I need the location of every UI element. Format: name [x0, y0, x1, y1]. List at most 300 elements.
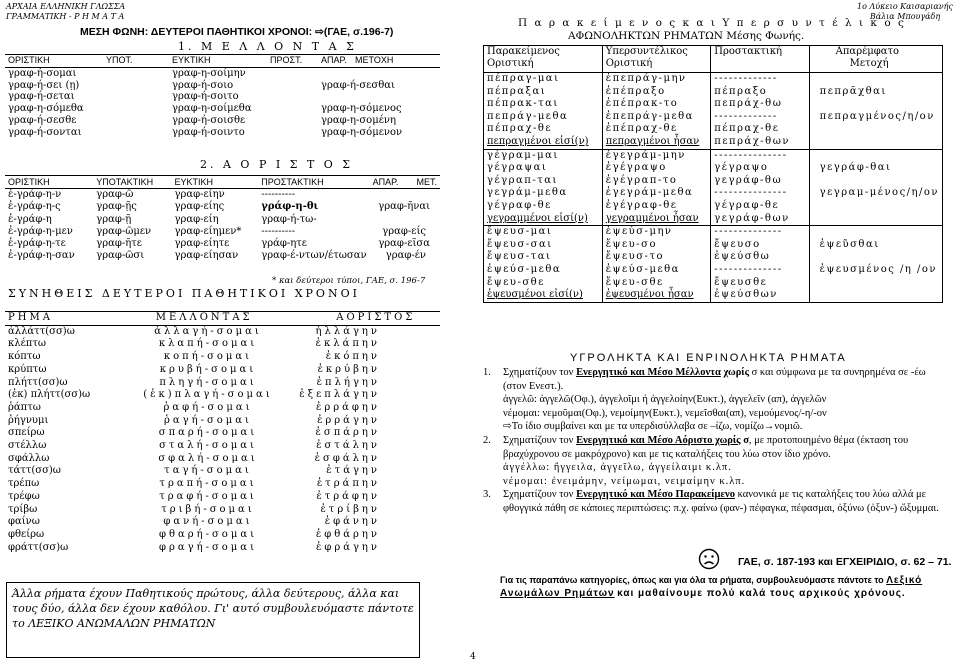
cell: ἐπεπράγ-μεθα	[602, 111, 711, 124]
bottom-note: Άλλα ρήματα έχουν Παθητικούς πρώτους, άλλα δεύτερους, άλλα και τους δύο, άλλα δεν έχουν καθόλου. Γι' αυτό συμβουλευόμαστε πάντοτε το ΛΕΞΙΚΟ ΑΝΩΜΑΛΩΝ ΡΗΜΑΤΩΝ	[12, 587, 414, 630]
cell: γεγράφ-θαι	[809, 162, 942, 175]
cell: ἐκρύβην	[317, 363, 380, 375]
cell: γράφ-η-θι	[261, 201, 319, 213]
cell: σπαρή-σομαι	[158, 427, 258, 439]
col-header: ΜΕΤΟΧΗ	[352, 55, 440, 68]
cell: πεπραγμένος/η/ον	[809, 111, 942, 124]
cell: γραφ-ή-σεται	[8, 91, 75, 103]
rule-2	[483, 434, 943, 488]
cell: ἔψευσθε	[711, 277, 809, 290]
col-header	[711, 46, 809, 73]
rule-intro: Σχηματίζουν τον	[503, 434, 574, 446]
table-row	[484, 162, 943, 175]
cell: πέπραχ-θε	[711, 123, 809, 136]
cell	[809, 277, 942, 290]
table-row	[5, 402, 440, 415]
cell: γραφ-ή-σεσθε	[8, 114, 77, 126]
col-header: ΜΕΛΛΟΝΤΑΣ	[120, 312, 297, 326]
cell: γραφ-ή-σοιτο	[172, 91, 239, 103]
rule-example: νέμομαι: ἐνειμάμην, νείμωμαι, νειμαίμην κ.λπ.	[503, 475, 746, 487]
rule-rest: κανονικά με τις καταλήξεις του λύω αλλά με φθογγικά πάθη σε κάποιες περιπτώσεις: π.χ. φαίνω (φαν-) πέφαγκα, πέφασμαι, ὀξύνω (ὀξυν-) ὤξυμμαι.	[503, 489, 939, 514]
header-line: Υπερσυντέλικος	[605, 46, 688, 57]
rule-key-suffix: χωρίς	[723, 367, 749, 378]
cell: πληγή-σομαι	[159, 376, 257, 388]
table-row	[484, 136, 943, 149]
table-row	[5, 453, 440, 466]
table-row	[5, 427, 440, 440]
cell: ἔψευσο	[711, 239, 809, 252]
right-title2: ΑΦΩΝΟΛΗΚΤΩΝ ΡΗΜΑΤΩΝ Μέσης Φωνής.	[568, 30, 805, 42]
cell: ----------	[261, 225, 296, 237]
cell: ἐτράφην	[316, 490, 380, 502]
cell: ἐκλάπην	[315, 338, 380, 350]
table-row	[5, 250, 440, 262]
cell: φραγή-σομαι	[158, 541, 257, 553]
cell: γραφ-ή-σεσθαι	[321, 79, 395, 91]
cell	[809, 149, 942, 162]
col-header: ΕΥΚΤΙΚΗ	[169, 55, 267, 68]
cell: γραφ-η-σόμενος	[321, 103, 402, 115]
cell: -------------	[711, 73, 809, 86]
cell: ἐψευσμένοι ἦσαν	[602, 289, 711, 302]
cell	[809, 226, 942, 239]
cell: ἐφάνην	[324, 516, 380, 528]
cell: γέγραπ-ται	[484, 175, 603, 188]
cell: ἐ-γράφ-η-ς	[8, 201, 61, 213]
cell: ἐψεῦσθαι	[809, 239, 942, 252]
cell: σπείρω	[8, 427, 45, 439]
cell: γραφ-είην	[174, 189, 225, 201]
cell	[809, 73, 942, 86]
cell: γραφ-ῶμεν	[96, 225, 152, 237]
table-row	[484, 123, 943, 136]
table-row	[484, 111, 943, 124]
cell	[809, 213, 942, 226]
author-line: Βάλια Μπουγάδη	[869, 12, 941, 21]
rule-key: Ενεργητικό και Μέσο Παρακείμενο	[576, 489, 735, 501]
col-header: ΑΠΑΡ.	[370, 176, 414, 189]
table-row	[5, 115, 440, 127]
cell: --------------	[711, 264, 809, 277]
cell: τρίβω	[8, 503, 38, 515]
cell: γραφ-έν	[385, 250, 426, 262]
header-line: Οριστική	[487, 58, 534, 69]
cell: γραφ-ῇς	[96, 201, 137, 213]
cell: πεπραγμένοι ἦσαν	[602, 136, 711, 149]
rule-number: 3.	[483, 489, 491, 501]
table-row	[5, 542, 440, 555]
cell: ἐκόπην	[325, 351, 380, 363]
cell	[809, 200, 942, 213]
cell: πεπράγ-μεθα	[484, 111, 603, 124]
table-row	[5, 377, 440, 390]
common-verbs-table	[5, 311, 440, 554]
table-row	[5, 214, 440, 226]
rule-intro: Σχηματίζουν τον	[503, 367, 574, 378]
cell	[809, 123, 942, 136]
table-row	[484, 98, 943, 111]
cell: ----------	[261, 189, 296, 201]
rule-example: ἀγγέλλω: ἤγγειλα, ἀγγεῖλω, ἀγγείλαιμι κ.λπ.	[503, 462, 732, 474]
table-row	[484, 226, 943, 239]
cell: γράφ-ητε	[261, 238, 307, 250]
cell: τάττ(σσ)ω	[8, 465, 61, 477]
final-note	[500, 574, 950, 600]
table-row	[5, 67, 440, 79]
col-header: ΑΠΑΡ.	[318, 55, 352, 68]
perfect-header-row	[484, 46, 943, 73]
cell: ἐφράγην	[315, 541, 380, 553]
cell: γραφ-είησαν	[174, 250, 239, 262]
col-header	[484, 46, 603, 73]
table-row	[5, 440, 440, 453]
cell: γέγραμ-μαι	[484, 149, 603, 162]
header-line: Προστακτική	[714, 46, 782, 57]
cell: τρέπω	[8, 478, 40, 490]
cell: γεγραμ-μένος/η/ον	[809, 187, 942, 200]
table-row	[5, 351, 440, 364]
cell: πεπράχ-θω	[711, 98, 809, 111]
future-header-row	[5, 55, 440, 68]
cell: ἐστάλην	[316, 440, 380, 452]
final-note-text: Για τις παραπάνω κατηγορίες, όπως και για όλα τα ρήματα, συμβουλευόμαστε πάντοτε το	[500, 575, 884, 585]
cell	[809, 251, 942, 264]
cell: ἐρράγην	[317, 414, 380, 426]
table-row	[5, 189, 440, 202]
col-header: ΑΟΡΙΣΤΟΣ	[296, 312, 440, 326]
header-line: Οριστική	[605, 58, 653, 69]
cell: ἔψευ-σθε	[484, 277, 603, 290]
col-header: ΜΕΤ.	[413, 176, 440, 189]
table-row	[5, 504, 440, 517]
cell: ἐσπάρην	[315, 427, 380, 439]
cell: --------------	[711, 226, 809, 239]
cell: γραφ-η-σόμεθα	[8, 103, 84, 115]
rule-intro: Σχηματίζουν τον	[503, 489, 574, 501]
cell: γραφ-ῆτε	[96, 238, 142, 250]
table-row	[5, 338, 440, 351]
cell: ἐ-γράφ-η-σαν	[8, 250, 75, 262]
cell: γραφ-η-σοίμην	[172, 67, 246, 79]
cell: ἐπεπράγ-μην	[602, 73, 711, 86]
cell: σφαλή-σομαι	[158, 452, 258, 464]
cell: ἐ-γράφ-η-μεν	[8, 225, 73, 237]
cell: ---------------	[711, 187, 809, 200]
final-note-text: και μαθαίνουμε πολύ καλά τους αρχικούς χρόνους.	[617, 588, 906, 599]
rule-key-suffix: σ	[743, 434, 749, 446]
cell: γεγράφ-θων	[711, 213, 809, 226]
rule-number: 1.	[483, 367, 491, 378]
cell: γραφ-ή-σονται	[8, 126, 82, 138]
left-title: ΜΕΣΗ ΦΩΝΗ: ΔΕΥΤΕΡΟΙ ΠΑΘΗΤΙΚΟΙ ΧΡΟΝΟΙ: ⇨(ΓΑΕ, σ.196-7)	[80, 26, 394, 38]
table-row	[5, 389, 440, 402]
bottom-note-box	[6, 582, 420, 658]
cell: γραφ-ή-τω-	[261, 213, 317, 225]
col-header: ΠΡΟΣΤΑΚΤΙΚΗ	[258, 176, 369, 189]
cell: φανή-σομαι	[163, 516, 253, 528]
cell: γραφ-είημεν*	[174, 225, 242, 237]
cell: πέπρακ-ται	[484, 98, 603, 111]
cell: ἐπέπρακ-το	[602, 98, 711, 111]
cell: ἔψευσ-ται	[484, 251, 603, 264]
table-row	[484, 239, 943, 252]
table-row	[484, 73, 943, 86]
cell: -------------	[711, 111, 809, 124]
cell: πέπραγ-μαι	[484, 73, 603, 86]
cell: γραφ-είητε	[174, 238, 230, 250]
table-row	[5, 226, 440, 238]
cell: τρέφω	[8, 490, 40, 502]
cell: γεγραμμένοι εἰσί(ν)	[484, 213, 603, 226]
cell: ἔψευσ-το	[602, 251, 711, 264]
col-header: ΠΡΟΣΤ.	[267, 55, 318, 68]
perfect-table	[483, 45, 943, 303]
table-row	[5, 91, 440, 103]
cell: ἔψευ-σο	[602, 239, 711, 252]
table-row	[484, 289, 943, 302]
cell: γραφ-ή-σει (ῃ)	[8, 79, 80, 91]
cell: γραφ-είς	[382, 225, 426, 237]
cell: τραφή-σομαι	[159, 490, 257, 502]
table-row	[5, 491, 440, 504]
rule-key: Ενεργητικό και Μέσο Αόριστο χωρίς	[576, 434, 741, 446]
cell: γραφ-η-σόμενον	[321, 126, 403, 138]
header-line: Απαρέμφατο	[835, 46, 900, 57]
header-left	[6, 2, 125, 22]
cell: γραφ-είη	[174, 213, 219, 225]
cell: ῥαφή-σομαι	[163, 401, 253, 413]
cell: κρύπτω	[8, 363, 47, 375]
rules-block	[483, 366, 943, 516]
aorist-footnote: * και δεύτεροι τύποι, ΓΑΕ, σ. 196-7	[272, 276, 426, 286]
cell: (ἐκ)πλαγή-σομαι	[143, 389, 273, 401]
future-table	[5, 54, 440, 139]
cell: ἐ-γράφ-η	[8, 213, 52, 225]
cell: ἐσφάλην	[314, 452, 380, 464]
cell: ἔψευ-σθε	[602, 277, 711, 290]
cell: ἐψεύσ-μεθα	[602, 264, 711, 277]
cell: κοπή-σομαι	[163, 351, 253, 363]
col-header: ΥΠΟΤΑΚΤΙΚΗ	[93, 176, 171, 189]
cell: γραφ-ή-σοιο	[172, 79, 234, 91]
col-header: ΕΥΚΤΙΚΗ	[171, 176, 258, 189]
rule-3	[483, 488, 943, 515]
col-header	[602, 46, 711, 73]
cell: φθείρω	[8, 528, 45, 540]
table-row	[5, 415, 440, 428]
cell: κρυβή-σομαι	[159, 363, 257, 375]
table-row	[484, 213, 943, 226]
cell: ἐρράφην	[316, 401, 380, 413]
cell: ταγή-σομαι	[164, 465, 252, 477]
common-body	[5, 325, 440, 554]
cell: γεγράφ-θω	[711, 175, 809, 188]
cell: (ἐκ) πλήττ(σσ)ω	[8, 389, 91, 401]
cell: φράττ(σσ)ω	[8, 541, 69, 553]
cell: γραφ-είης	[174, 201, 225, 213]
cell: γραφ-η-σοίμεθα	[172, 103, 252, 115]
cell: γραφ-ῶσι	[96, 250, 145, 262]
cell: γέγραψο	[711, 162, 809, 175]
cell: ἐψεύσ-μεθα	[484, 264, 603, 277]
cell: ἀλλάττ(σσ)ω	[8, 325, 75, 337]
cell: γέγραφ-θε	[711, 200, 809, 213]
common-header-row	[5, 312, 440, 326]
cell: τριβή-σομαι	[161, 503, 255, 515]
page-number: 4	[470, 652, 476, 662]
table-row	[5, 127, 440, 139]
cell: πλήττ(σσ)ω	[8, 376, 68, 388]
table-row	[484, 175, 943, 188]
cell: ῥάπτω	[8, 401, 41, 413]
col-header: ΟΡΙΣΤΙΚΗ	[5, 176, 93, 189]
section1-title: 1. Μ Ε Λ Λ Ο Ν Τ Α Σ	[178, 40, 357, 53]
col-header: ΟΡΙΣΤΙΚΗ	[5, 55, 103, 68]
cell: ἐτράπην	[316, 478, 380, 490]
cell: σταλή-σομαι	[159, 440, 257, 452]
cell: ἐψεύσθων	[711, 289, 809, 302]
subject-line: ΑΡΧΑΙΑ ΕΛΛΗΝΙΚΗ ΓΛΩΣΣΑ	[6, 2, 126, 11]
rule-example: νέμομαι: νεμοῦμαι(Οφ.), νεμοίμην(Ευκτ.), νεμεῖσθαι(απ), νεμούμενος/-η/-ον	[503, 407, 827, 419]
lexicon-reference: Λεξικό Ανωμάλων Ρημάτων	[500, 575, 923, 599]
cell	[809, 289, 942, 302]
cell: ---------------	[711, 149, 809, 162]
cell: ἐφθάρην	[315, 528, 380, 540]
cell: ἐτάγην	[326, 465, 380, 477]
cell: ἐπέπραξο	[602, 86, 711, 99]
cell: γεγράμ-μεθα	[484, 187, 603, 200]
cell: ἐψευσμένοι εἰσί(ν)	[484, 289, 603, 302]
cell: φαίνω	[8, 516, 40, 528]
rule-example: ⇨Το ίδιο συμβαίνει και με τα υπερδισύλλαβα σε –ίζω, νομίζω→νομιῶ.	[503, 421, 803, 433]
cell: ἐ-γράφ-η-ν	[8, 189, 62, 201]
cell: πέπραχ-θε	[484, 123, 603, 136]
cell: πεπράχ-θων	[711, 136, 809, 149]
header-line: Παρακείμενος	[487, 46, 560, 57]
cell: ἐτρίβην	[320, 503, 380, 515]
table-row	[5, 238, 440, 250]
gae-reference: ΓΑΕ, σ. 187-193 και ΕΓΧΕΙΡΙΔΙΟ, σ. 62 – 71.	[738, 556, 952, 568]
table-row	[5, 201, 440, 213]
rule-number: 2.	[483, 434, 491, 446]
table-row	[5, 529, 440, 542]
cell: ἔψευσ-μαι	[484, 226, 603, 239]
cell: κλέπτω	[8, 338, 47, 350]
table-row	[484, 187, 943, 200]
cell	[809, 98, 942, 111]
cell	[809, 136, 942, 149]
header-line: Μετοχή	[849, 58, 889, 69]
cell: ἀλλαγή-σομαι	[154, 325, 262, 337]
table-row	[5, 325, 440, 338]
table-row	[5, 364, 440, 377]
table-row	[5, 80, 440, 92]
cell: ἐψεύσ-μην	[602, 226, 711, 239]
table-row	[484, 251, 943, 264]
cell: φθαρή-σομαι	[158, 528, 257, 540]
cell: ἔψευσ-σαι	[484, 239, 603, 252]
cell: γεγραμμένοι ἦσαν	[602, 213, 711, 226]
cell: γέγραφ-θε	[484, 200, 603, 213]
cell: γραφ-ῆναι	[378, 201, 430, 213]
col-header: ΡΗΜΑ	[5, 312, 120, 326]
cell: γραφ-η-σομένη	[321, 114, 396, 126]
cell: ἐπέπραχ-θε	[602, 123, 711, 136]
cell: γραφ-έ-ντων/έτωσαν	[261, 250, 367, 262]
section2-title: 2. Α Ο Ρ Ι Σ Τ Ο Σ	[200, 158, 354, 171]
table-row	[5, 103, 440, 115]
cell: γραφ-ῶ	[96, 189, 134, 201]
table-row	[5, 516, 440, 529]
section3-title: ΣΥΝΗΘΕΙΣ ΔΕΥΤΕΡΟΙ ΠΑΘΗΤΙΚΟΙ ΧΡΟΝΟΙ	[8, 287, 360, 300]
right-title1: Π α ρ α κ ε ί μ ε ν ο ς κ α ι Υ π ε ρ σ υ ν τ έ λ ι κ ο ς	[518, 17, 906, 29]
cell	[318, 91, 440, 103]
cell: ῥαγή-σομαι	[163, 414, 252, 426]
rule-key: Ενεργητικό και Μέσο Μέλλοντα	[576, 367, 721, 378]
cell: πέπραξο	[711, 86, 809, 99]
rule-rest: σ και σύμφωνα με τα συνηρημένα σε -έω (στον Ενεστ.).	[503, 367, 926, 392]
cell: ἐ-γράφ-η-τε	[8, 238, 66, 250]
cell: κόπτω	[8, 351, 41, 363]
cell: στέλλω	[8, 440, 47, 452]
cell: πέπραξαι	[484, 86, 603, 99]
cell: γραφ-ή-σομαι	[8, 67, 77, 79]
rule-rest: , με προτοποιημένο θέμα (έκταση του βραχύχρονου σε μακρόχρονο) και με τις καταλήξεις του λύω στον ίδιο χρόνο.	[503, 434, 909, 460]
cell: ῥήγνυμι	[8, 414, 49, 426]
cell: τραπή-σομαι	[159, 478, 257, 490]
table-row	[5, 465, 440, 478]
table-row	[5, 478, 440, 491]
cell: γέγραψαι	[484, 162, 603, 175]
table-row	[484, 86, 943, 99]
cell: κλαπή-σομαι	[158, 338, 258, 350]
cell: ἐπλήγην	[316, 376, 380, 388]
cell: ἠλλάγην	[315, 325, 380, 337]
cell: ἐψεύσθω	[711, 251, 809, 264]
perfect-body	[484, 73, 943, 303]
cell	[809, 175, 942, 188]
frown-face-icon	[698, 548, 720, 570]
cell: γραφ-ή-σοιντο	[172, 126, 245, 138]
cell: ἐγεγράμ-μην	[602, 149, 711, 162]
rule-example: ἀγγελῶ: ἀγγελῶ(Οφ.), ἀγγελοῖμι ή ἀγγελοίην(Ευκτ.), ἀγγελεῖν (απ), ἀγγελῶν	[503, 394, 827, 406]
table-row	[484, 149, 943, 162]
cell: σφάλλω	[8, 452, 50, 464]
aorist-header-row	[5, 176, 440, 189]
cell: γραφ-ῇ	[96, 213, 132, 225]
cell: ἐψευσμένος /η /ον	[809, 264, 942, 277]
cell: ἐγέγραπ-το	[602, 175, 711, 188]
cell: γραφ-εῖσα	[378, 238, 430, 250]
table-row	[484, 277, 943, 290]
rule-1	[483, 366, 943, 434]
right-section-title: ΥΓΡΟΛΗΚΤΑ ΚΑΙ ΕΝΡΙΝΟΛΗΚΤΑ ΡΗΜΑΤΑ	[570, 352, 847, 364]
cell: ἐγέγραψο	[602, 162, 711, 175]
cell: ἐξεπλάγην	[299, 389, 380, 401]
table-row	[484, 264, 943, 277]
topic-line: ΓΡΑΜΜΑΤΙΚΗ - Ρ Η Μ Α Τ Α	[6, 12, 125, 21]
cell: ἐγεγράμ-μεθα	[602, 187, 711, 200]
cell: πεπρᾶχθαι	[809, 86, 942, 99]
col-header	[809, 46, 942, 73]
col-header: ΥΠΟΤ.	[103, 55, 169, 68]
cell	[318, 67, 440, 79]
aorist-table	[5, 175, 440, 262]
cell: πεπραγμένοι εἰσί(ν)	[484, 136, 603, 149]
cell: γραφ-ή-σοισθε	[172, 114, 246, 126]
table-row	[484, 200, 943, 213]
cell: ἐγέγραφ-θε	[602, 200, 711, 213]
